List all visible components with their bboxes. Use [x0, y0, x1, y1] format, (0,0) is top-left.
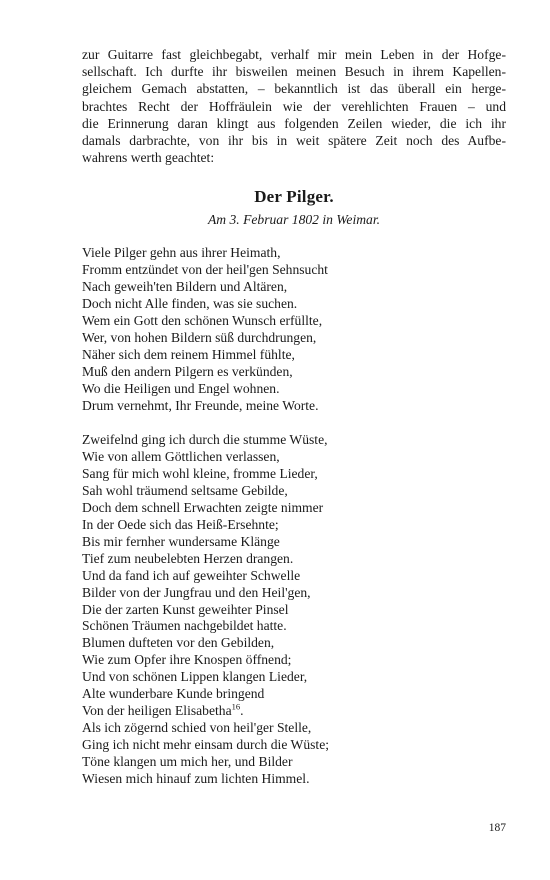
verse-line: Und da fand ich auf geweihter Schwelle: [82, 567, 301, 583]
verse-line: Alte wunderbare Kunde bringend: [82, 686, 265, 702]
verse-line: Näher sich dem reinem Himmel fühlte,: [82, 346, 295, 362]
verse-line-with-footnote: [82, 703, 506, 720]
verse-line: Fromm entzündet von der heil'gen Sehnsucht: [82, 262, 328, 278]
prose-line: wahrens werth geachtet:: [82, 150, 215, 166]
verse-line: Sah wohl träumend seltsame Gebilde,: [82, 483, 288, 499]
verse-line: Doch dem schnell Erwachten zeigte nimmer: [82, 500, 324, 516]
verse-line: Und von schönen Lippen klangen Lieder,: [82, 669, 308, 685]
verse-line: Muß den andern Pilgern es verkünden,: [82, 363, 293, 379]
verse-line: Sang für mich wohl kleine, fromme Lieder,: [82, 466, 318, 482]
verse-line: Wo die Heiligen und Engel wohnen.: [82, 380, 280, 396]
verse-line: Nach geweih'ten Bildern und Altären,: [82, 279, 288, 295]
prose-paragraph: [82, 46, 506, 166]
verse-line: Wiesen mich hinauf zum lichten Himmel.: [82, 770, 310, 786]
verse-line: Drum vernehmt, Ihr Freunde, meine Worte.: [82, 397, 319, 413]
verse-line: Schönen Träumen nachgebildet hatte.: [82, 618, 287, 634]
verse-line: Tief zum neubelebten Herzen drangen.: [82, 550, 294, 566]
verse-line: Wie zum Opfer ihre Knospen öffnend;: [82, 652, 292, 668]
verse-line: Die der zarten Kunst geweihter Pinsel: [82, 601, 289, 617]
page-number: 187: [488, 822, 506, 834]
verse-line: Doch nicht Alle finden, was sie suchen.: [82, 296, 298, 312]
prose-line: gleichem Gemach abstatten, – bekanntlich ist das überall ein herge-: [82, 81, 506, 97]
page-content: [82, 46, 506, 788]
verse-line: Bilder von der Jungfrau und den Heil'gen,: [82, 584, 311, 600]
verse-line: Wie von allem Göttlichen verlassen,: [82, 449, 280, 465]
verse-line: Als ich zögernd schied von heil'ger Stelle,: [82, 719, 312, 735]
verse-line: Bis mir fernher wundersame Klänge: [82, 533, 280, 549]
stanza-2: [82, 432, 506, 787]
prose-line: zur Guitarre fast gleichbegabt, verhalf mir mein Leben in der Hofge-: [82, 47, 506, 62]
verse-line: Ging ich nicht mehr einsam durch die Wüste;: [82, 736, 330, 752]
prose-line: sellschaft. Ich durfte ihr bisweilen meinen Besuch in ihrem Kapellen-: [82, 64, 506, 80]
verse-line: Töne klangen um mich her, und Bilder: [82, 753, 293, 769]
stanza-1: [82, 245, 506, 414]
verse-line: Wem ein Gott den schönen Wunsch erfüllte,: [82, 313, 323, 329]
verse-line: Viele Pilger gehn aus ihrer Heimath,: [82, 245, 281, 261]
verse-line: Blumen dufteten vor den Gebilden,: [82, 635, 275, 651]
verse-line: In der Oede sich das Heiß-Ersehnte;: [82, 517, 279, 533]
footnote-marker[interactable]: 16: [231, 701, 241, 712]
poem-title: Der Pilger.: [254, 187, 334, 207]
prose-line: die Erinnerung daran klingt aus folgenden Zeilen wieder, die ich ihr: [82, 115, 506, 131]
verse-punctuation: .: [240, 702, 244, 718]
verse-text: Von der heiligen Elisabetha: [82, 702, 232, 718]
poem-subtitle: Am 3. Februar 1802 in Weimar.: [207, 212, 381, 228]
verse-line: Zweifelnd ging ich durch die stumme Wüste,: [82, 432, 328, 448]
prose-line: brachtes Recht der Hoffräulein wie der verehlichten Frauen – und: [82, 98, 506, 114]
verse-line: Wer, von hohen Bildern süß durchdrungen,: [82, 329, 317, 345]
prose-line: damals darbrachte, von ihr bis in weit spätere Zeit noch des Aufbe-: [82, 133, 506, 149]
